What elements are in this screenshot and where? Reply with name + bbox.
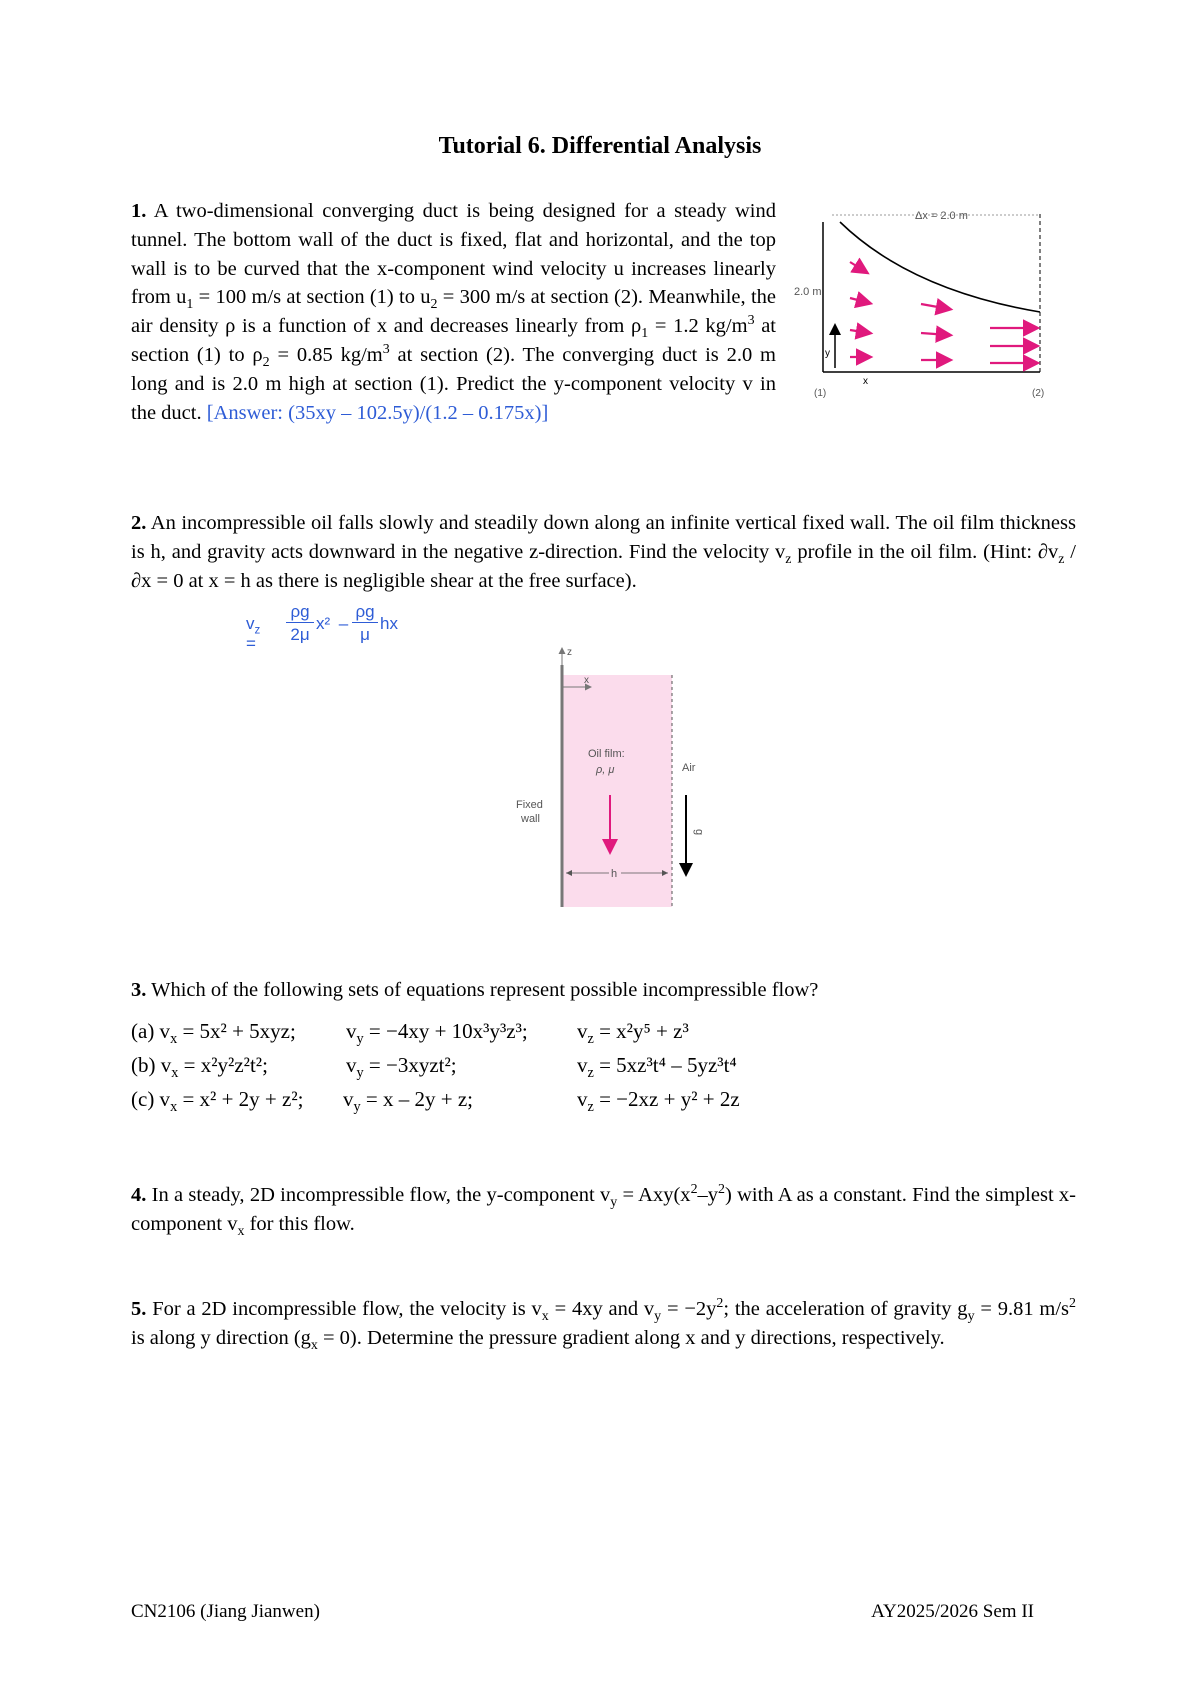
fixed-wall-label-line-2: wall <box>521 813 540 825</box>
question-5-text: 5. For a 2D incompressible flow, the velocity is $v_x = 4xy$ and $v_y = -2y^2$; the acceleration of gravity $g_y = 9.81$ $m/s^2$ is along y direction $(g_x = 0)$. Determine the pressure gradient along x and y directions, respectively. <box>131 1296 1076 1353</box>
velocity-arrow <box>921 304 949 309</box>
velocity-arrows <box>850 262 1036 363</box>
z-label: z <box>567 647 572 658</box>
question-4-text: 4. In a steady, 2D incompressible flow, the y-component $v_y = Axy(x^2-y^2)$ with A as a constant. Find the simplest x-component $v_x$ for this flow. <box>131 1182 1076 1239</box>
oil-film-label: Oil film: <box>588 748 625 760</box>
formula-lhs: $v_z$ = <box>246 614 261 653</box>
dx-label: Δx = 2.0 m <box>915 210 968 222</box>
formula-term-2: hx <box>380 614 398 633</box>
gravity-label: g <box>693 829 705 836</box>
footer-course: CN2106 (Jiang Jianwen) <box>131 1601 320 1622</box>
question-2-text: 2. An incompressible oil falls slowly and steadily down along an infinite vertical fixed wall. The oil film thickness is h, and gravity acts downward in the negative z-direction. Find the velocity $v_z$ profile in the oil film. (Hint: $\partial v_z$ /∂x = 0 at x = h as there is negligible shear at the free surface). <box>131 512 1076 592</box>
formula-denominator-1: 2μ <box>290 625 310 644</box>
curved-top-wall <box>840 222 1040 312</box>
converging-duct-figure <box>794 200 1060 400</box>
h-label: h <box>611 868 618 880</box>
fixed-wall-label-line-1: Fixed <box>516 799 543 811</box>
x-label: x <box>584 675 589 686</box>
x-label: x <box>863 376 868 387</box>
question-1-text: 1. A two-dimensional converging duct is being designed for a steady wind tunnel. The bottom wall of the duct is fixed, flat and horizontal, and the top wall is to be curved that the x-component wind velocity u increases linearly from $u_1 = 100$ m/s at section (1) to $u_2 = 300$ m/s at section (2). Meanwhile, the air density ρ is a function of x and decreases linearly from $\rho_1 = 1.2$ $kg/m^3$ at section (1) to $\rho_2 = 0.85$ $kg/m^3$ at section (2). The converging duct is 2.0 m long and is 2.0 m high at section (1). Predict the y-component velocity v in the duct. [Answer: (35xy – 102.5y)/(1.2 – 0.175x)] <box>131 200 777 424</box>
formula-denominator-2: μ <box>360 625 370 644</box>
document-title: Tutorial 6. Differential Analysis <box>438 133 762 159</box>
oil-film-figure <box>510 645 720 910</box>
footer-semester: AY2025/2026 Sem II <box>871 1601 1034 1622</box>
height-label: 2.0 m <box>794 286 822 298</box>
oil-properties-label: ρ, μ <box>596 764 615 776</box>
formula-minus: – <box>334 614 353 633</box>
section-2-label: (2) <box>1032 388 1045 399</box>
formula-numerator-1: ρg <box>286 602 314 623</box>
question-3-text: 3. Which of the following sets of equations represent possible incompressible flow? <box>131 979 819 1001</box>
y-label: y <box>825 348 830 359</box>
velocity-arrow <box>921 333 949 335</box>
document-page: Tutorial 6. Differential Analysis 1. A two-dimensional converging duct is being designed for a steady wind tunnel. The bottom wall of the duct is fixed, flat and horizontal, and the top wall is to be curved that the x-component wind velocity u increases linearly from $u_1 = 100$ m/s at section (1) to $u_2 = 300$ m/s at section (2). Meanwhile, the air density ρ is a function of x and decreases linearly from $\rho_1 = 1.2$ $kg/m^3$ at section (1) to $\rho_2 = 0.85$ $kg/m^3$ at section (2). The converging duct is 2.0 m long and is 2.0 m high at section (1). Predict the y-component velocity v in the duct. [Answer: (35xy – 102.5y)/(1.2 – 0.175x)] Δx = 2.0 m 2.0 m y x (1) (2) 2. An incompressible oil falls slowly and steadily down along an infinite vertical fixed wall. The oil film thickness is h, and gravity acts downward in the negative z-direction. Find the velocity $v_z$ profile in the oil film. (Hint: $\partial v_z$ /∂x = 0 at x = h as there is negligible shear at the free surface). $v_z$ = ρg 2μ x² – ρg μ hx z x Oil film: ρ, μ Air Fixed wall h g 3. Which of the following sets of equations represent possible incompressible flow? (a) $v_x = 5x^2 + 5xyz$; $v_y = -4xy + 10x^3y^3z^3$; $v_z = x^2y^5 + z^3$ (b) $v_x = x^2y^2z^2t^2$; $v_y$ = −3xyzt²; $v_z = 5xz^3t^4 - 5yz^3t^4$ (c) $v_x = x^2 + 2y + z^2$; $v_y = x - 2y + z$; $v_z = -2xz + y^2 + 2z$ 4. In a steady, 2D incompressible flow, the y-component $v_y = Axy(x^2-y^2)$ with A as a constant. Find the simplest x-component $v_x$ for this flow. 5. For a 2D incompressible flow, the velocity is $v_x = 4xy$ and $v_y = -2y^2$; the acceleration of gravity $g_y = 9.81$ $m/s^2$ is along y direction $(g_x = 0)$. Determine the pressure gradient along x and y directions, respectively. CN2106 (Jiang Jianwen) AY2025/2026 Sem II <box>0 0 1200 1696</box>
question-1-answer: [Answer: (35xy – 102.5y)/(1.2 – 0.175x)] <box>206 401 549 424</box>
formula-numerator-2: ρg <box>352 602 378 623</box>
velocity-arrow <box>850 262 866 272</box>
air-label: Air <box>682 762 696 774</box>
formula-term-1: x² <box>316 614 331 633</box>
velocity-arrow <box>850 330 869 333</box>
section-1-label: (1) <box>814 388 827 399</box>
velocity-arrow <box>850 298 869 303</box>
